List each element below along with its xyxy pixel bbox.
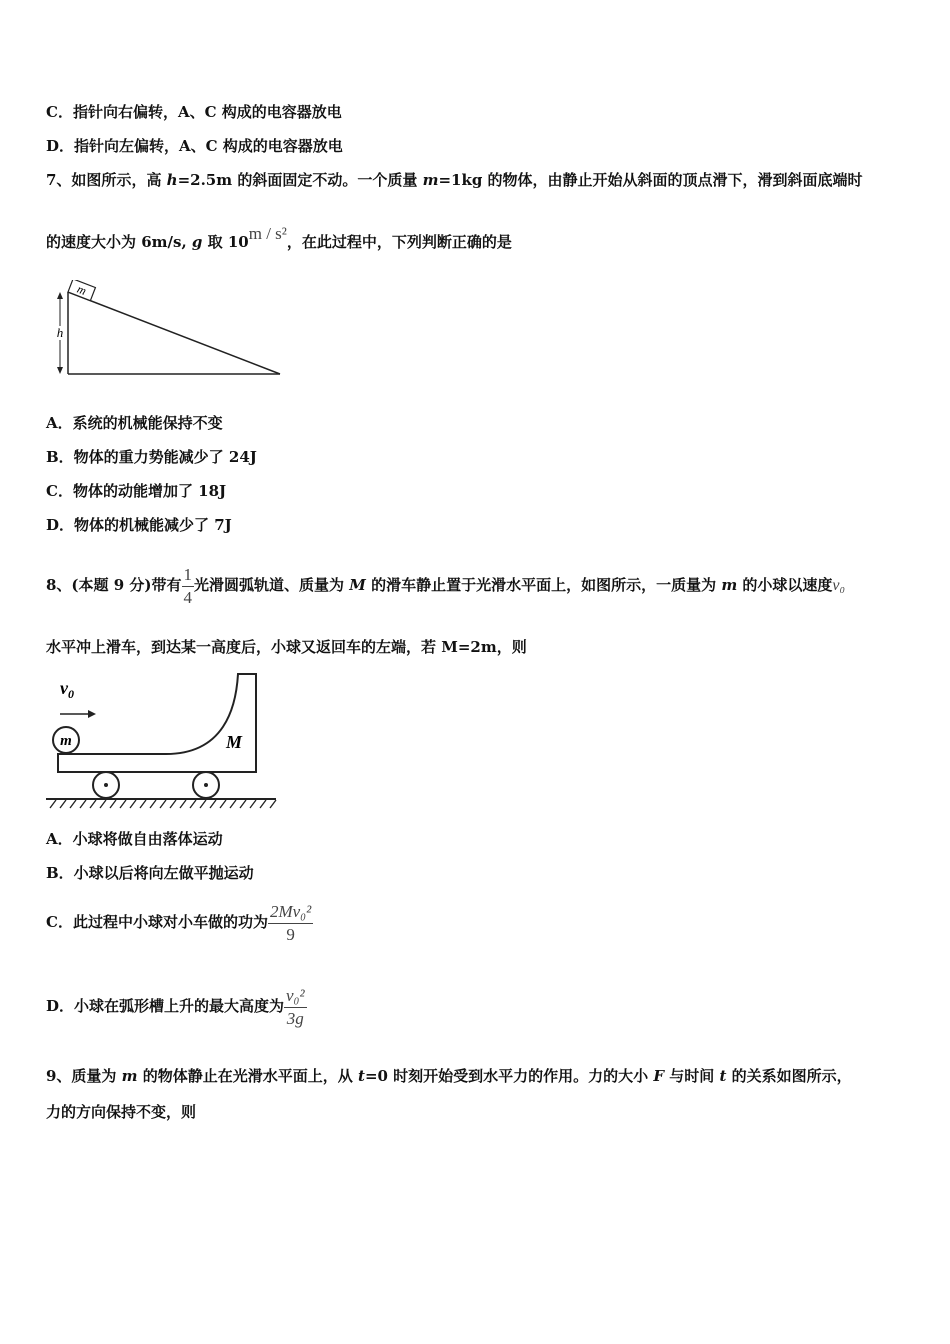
- q7-stem-line2: 的速度大小为 6m/s, g 取 10m / s²，在此过程中，下列判断正确的是: [46, 224, 512, 251]
- fraction-quarter: $\frac{1}{4}$: [183, 564, 193, 607]
- block-m: [68, 280, 95, 301]
- var-v0: v₀: [832, 577, 846, 594]
- svg-text:m: m: [75, 281, 89, 298]
- q6-option-d: D．指针向左偏转，A、C 构成的电容器放电: [46, 137, 343, 155]
- unit-ms2: m / s²: [248, 224, 287, 243]
- svg-text:m: m: [60, 733, 72, 749]
- cart-body: [58, 674, 256, 772]
- var-g: g: [191, 233, 203, 251]
- q8-option-c: C．此过程中小球对小车做的功为 $\frac{\text{2Mv₀²}}{9}$: [46, 901, 312, 944]
- cart-figure: [46, 668, 281, 813]
- q7-option-c: C．物体的动能增加了 18J: [46, 482, 227, 500]
- incline-figure: [46, 280, 286, 380]
- arrow-down-icon: [57, 367, 63, 374]
- q6-option-c: C．指针向右偏转，A、C 构成的电容器放电: [46, 103, 342, 121]
- cart-mass-label: M: [226, 732, 243, 752]
- q8-option-d: D．小球在弧形槽上升的最大高度为 $\frac{\text{v₀²}}{3g}$: [46, 985, 305, 1028]
- ground-hatching: [50, 800, 276, 808]
- v0-label: $v_0$: [60, 678, 74, 701]
- fraction-2mv0sq-over-9: $\frac{\text{2Mv₀²}}{9}$: [269, 901, 312, 944]
- q8-option-b: B．小球以后将向左做平抛运动: [46, 864, 254, 882]
- q9-stem-line1: 9、质量为 m 的物体静止在光滑水平面上，从 t=0 时刻开始受到水平力的作用。力的大小 F 与时间 t 的关系如图所示，: [46, 1067, 852, 1085]
- incline-slope: [68, 292, 280, 374]
- height-label: h: [56, 325, 64, 340]
- q7-stem-line1: 7、如图所示，高 h=2.5m 的斜面固定不动。一个质量 m=1kg 的物体，由静止开始从斜面的顶点滑下，滑到斜面底端时: [46, 171, 863, 189]
- fraction-v0sq-over-3g: $\frac{\text{v₀²}}{3g}$: [286, 985, 305, 1028]
- var-m: m: [422, 171, 439, 189]
- q8-option-a: A．小球将做自由落体运动: [46, 830, 223, 848]
- q7-option-b: B．物体的重力势能减少了 24J: [46, 448, 257, 466]
- q7-option-a: A．系统的机械能保持不变: [46, 414, 223, 432]
- arrow-right-icon: [88, 710, 96, 718]
- q8-stem-line1: 8、(本题 9 分)带有 $\frac{1}{4}$ 光滑圆弧轨道、质量为 M 的滑车静止置于光滑水平面上，如图所示，一质量为 m 的小球以速度v₀: [46, 564, 846, 607]
- q7-option-d: D．物体的机械能减少了 7J: [46, 516, 232, 534]
- q8-stem-line2: 水平冲上滑车，到达某一高度后，小球又返回车的左端，若 M=2m，则: [46, 638, 527, 656]
- q9-stem-line2: 力的方向保持不变，则: [46, 1103, 197, 1121]
- arrow-up-icon: [57, 292, 63, 299]
- var-h: h: [166, 171, 178, 189]
